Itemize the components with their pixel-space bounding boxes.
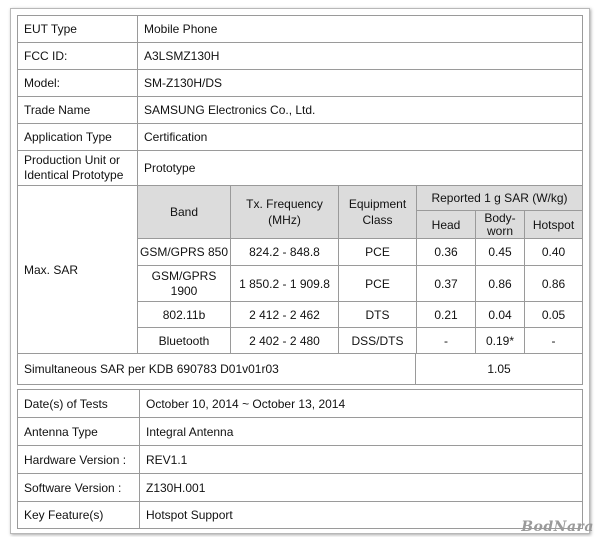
header-band: Band xyxy=(137,185,231,239)
value-antenna: Integral Antenna xyxy=(139,417,583,446)
spec-sheet xyxy=(10,8,590,534)
body-cell: 0.04 xyxy=(475,301,525,328)
class-cell: PCE xyxy=(338,238,417,266)
value-eut-type: Mobile Phone xyxy=(137,15,583,43)
label-trade-name: Trade Name xyxy=(17,96,139,124)
value-model: SM-Z130H/DS xyxy=(137,69,583,97)
label-dates: Date(s) of Tests xyxy=(17,389,140,418)
band-cell: GSM/GPRS 1900 xyxy=(137,265,231,302)
head-cell: 0.37 xyxy=(416,265,476,302)
hotspot-cell: 0.86 xyxy=(524,265,583,302)
label-antenna: Antenna Type xyxy=(17,417,140,446)
label-simultaneous-sar: Simultaneous SAR per KDB 690783 D01v01r03 xyxy=(17,353,416,385)
freq-cell: 1 850.2 - 1 909.8 xyxy=(230,265,339,302)
body-cell: 0.19* xyxy=(475,327,525,354)
label-hardware: Hardware Version : xyxy=(17,445,140,474)
value-application-type: Certification xyxy=(137,123,583,151)
head-cell: 0.21 xyxy=(416,301,476,328)
value-software: Z130H.001 xyxy=(139,473,583,502)
value-fcc-id: A3LSMZ130H xyxy=(137,42,583,70)
freq-cell: 2 402 - 2 480 xyxy=(230,327,339,354)
value-hardware: REV1.1 xyxy=(139,445,583,474)
label-production-unit: Production Unit or Identical Prototype xyxy=(17,150,139,186)
label-software: Software Version : xyxy=(17,473,140,502)
value-key-feature: Hotspot Support xyxy=(139,501,583,529)
header-equipment-class: Equipment Class xyxy=(338,185,417,239)
body-cell: 0.45 xyxy=(475,238,525,266)
class-cell: DSS/DTS xyxy=(338,327,417,354)
hotspot-cell: 0.40 xyxy=(524,238,583,266)
class-cell: DTS xyxy=(338,301,417,328)
header-body-worn: Body-worn xyxy=(475,210,525,239)
header-tx-frequency: Tx. Frequency (MHz) xyxy=(230,185,339,239)
header-reported-sar: Reported 1 g SAR (W/kg) xyxy=(416,185,583,211)
label-eut-type: EUT Type xyxy=(17,15,139,43)
band-cell: 802.11b xyxy=(137,301,231,328)
freq-cell: 824.2 - 848.8 xyxy=(230,238,339,266)
head-cell: - xyxy=(416,327,476,354)
value-simultaneous-sar: 1.05 xyxy=(415,353,583,385)
head-cell: 0.36 xyxy=(416,238,476,266)
label-model: Model: xyxy=(17,69,139,97)
label-max-sar: Max. SAR xyxy=(17,185,139,354)
value-trade-name: SAMSUNG Electronics Co., Ltd. xyxy=(137,96,583,124)
header-head: Head xyxy=(416,210,476,239)
freq-cell: 2 412 - 2 462 xyxy=(230,301,339,328)
value-production-unit: Prototype xyxy=(137,150,583,186)
band-cell: GSM/GPRS 850 xyxy=(137,238,231,266)
value-dates: October 10, 2014 ~ October 13, 2014 xyxy=(139,389,583,418)
label-fcc-id: FCC ID: xyxy=(17,42,139,70)
header-hotspot: Hotspot xyxy=(524,210,583,239)
hotspot-cell: 0.05 xyxy=(524,301,583,328)
label-application-type: Application Type xyxy=(17,123,139,151)
class-cell: PCE xyxy=(338,265,417,302)
label-key-feature: Key Feature(s) xyxy=(17,501,140,529)
hotspot-cell: - xyxy=(524,327,583,354)
body-cell: 0.86 xyxy=(475,265,525,302)
watermark-logo: BodNara xyxy=(521,519,594,535)
band-cell: Bluetooth xyxy=(137,327,231,354)
